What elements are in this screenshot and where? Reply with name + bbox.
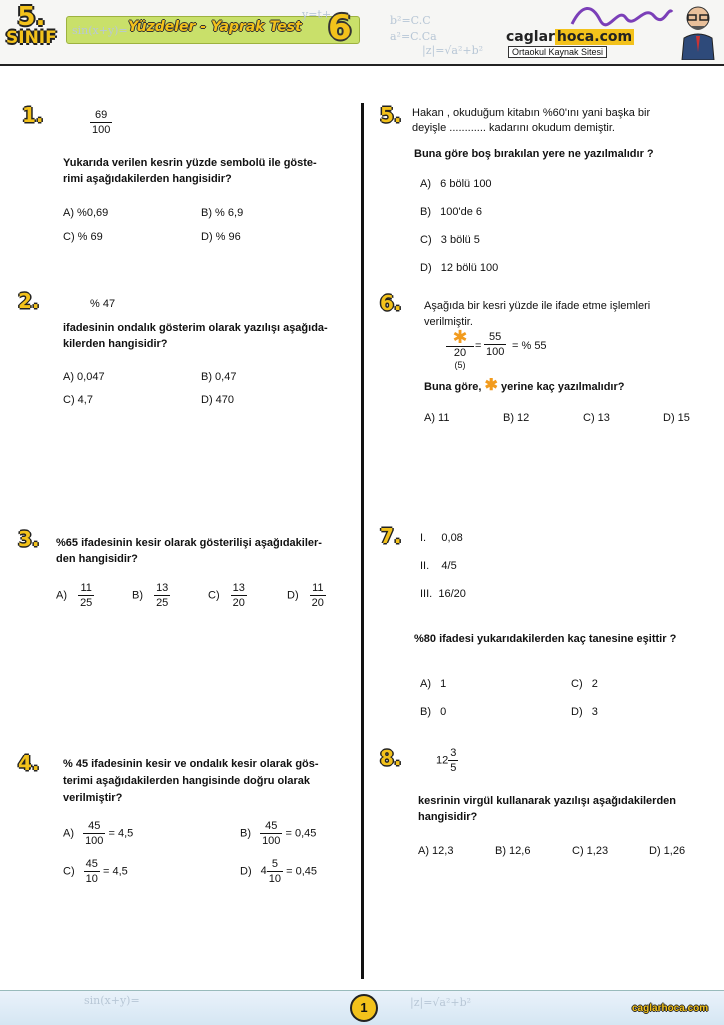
numerator: 45 xyxy=(83,819,105,834)
numerator: 13 xyxy=(232,582,245,594)
option-a[interactable]: A) 12,3 xyxy=(418,845,454,857)
denominator: 100 xyxy=(85,835,104,847)
option-label: B) xyxy=(240,827,251,840)
statement-iii: III. 16/20 xyxy=(420,588,466,600)
whole-part: 12 xyxy=(436,754,449,767)
deco-formula: a²=C.Ca xyxy=(390,30,437,43)
q6-left-fraction xyxy=(446,328,474,371)
numerator: 3 xyxy=(450,747,457,759)
result: = % 55 xyxy=(512,340,547,352)
grade-word: SINIF xyxy=(6,28,57,48)
option-label: C) xyxy=(420,234,432,246)
numerator: 45 xyxy=(85,858,98,870)
deco-formula: |z|=√a²+b² xyxy=(422,44,484,57)
option-b[interactable]: B) 12,6 xyxy=(495,845,531,857)
option-a[interactable] xyxy=(420,178,492,190)
test-number: 6 xyxy=(328,8,352,48)
question-text: Hakan , okuduğum kitabın %60'ını yani başka bir xyxy=(412,107,651,119)
statement-i: I. 0,08 xyxy=(420,532,463,544)
option-text: 2 xyxy=(591,678,598,690)
deco-formula: sin(x+y)= xyxy=(72,24,128,37)
test-title: Yüzdeler - Yaprak Test xyxy=(128,19,302,35)
option-a[interactable] xyxy=(56,581,94,610)
wave-decoration xyxy=(570,2,674,30)
option-d[interactable] xyxy=(287,581,326,610)
avatar xyxy=(676,2,720,60)
question-number: 4. xyxy=(18,751,40,775)
option-b[interactable]: B) 12 xyxy=(503,412,530,424)
option-a[interactable] xyxy=(420,678,446,690)
question-text: deyişle ............ kadarını okudum demiştir. xyxy=(412,122,615,134)
option-label: C) xyxy=(63,865,75,878)
option-b[interactable]: B) 0,47 xyxy=(201,371,237,383)
option-label: D) xyxy=(571,706,583,718)
denominator: 20 xyxy=(446,346,474,360)
question-number: 3. xyxy=(18,527,40,551)
option-text: 1 xyxy=(440,678,447,690)
option-b[interactable] xyxy=(420,206,482,218)
question-number: 5. xyxy=(380,103,402,127)
q1-fraction xyxy=(90,108,112,137)
given-value: % 47 xyxy=(90,298,116,310)
option-c[interactable]: C) 4,7 xyxy=(63,394,93,406)
option-b[interactable]: B) % 6,9 xyxy=(201,207,244,219)
page-number: 1 xyxy=(350,994,378,1022)
option-label: C) xyxy=(571,678,583,690)
option-label: D) xyxy=(240,865,252,878)
question-number: 1. xyxy=(22,103,44,127)
option-result: = 4,5 xyxy=(102,865,128,878)
option-c[interactable]: C) 13 xyxy=(583,412,610,424)
option-text: 0 xyxy=(440,706,447,718)
option-a[interactable]: A) 0,047 xyxy=(63,371,105,383)
logo xyxy=(506,29,634,45)
denominator: 25 xyxy=(156,597,169,609)
option-label: D) xyxy=(287,589,299,602)
option-text: 3 xyxy=(591,706,598,718)
deco-formula: sin(x+y)= xyxy=(84,994,140,1007)
question-text: ifadesinin ondalık gösterim olarak yazılışı aşağıda- xyxy=(63,322,328,334)
denominator: 100 xyxy=(92,124,111,136)
logo-highlight: hoca.com xyxy=(556,29,633,45)
grade-badge xyxy=(6,4,57,47)
column-divider xyxy=(361,103,364,979)
grade-number: 5. xyxy=(17,2,46,32)
denominator: 10 xyxy=(268,873,282,885)
question-text: terimi aşağıdakilerden hangisinde doğru olarak xyxy=(63,775,310,787)
option-result: = 0,45 xyxy=(286,865,317,878)
option-label: A) xyxy=(63,827,74,840)
option-text: 3 bölü 5 xyxy=(440,234,480,246)
whole-part: 4 xyxy=(260,865,267,878)
denominator: 25 xyxy=(80,597,93,609)
prompt-end: yerine kaç yazılmalıdır? xyxy=(500,381,625,393)
option-c[interactable] xyxy=(208,581,247,610)
option-c[interactable] xyxy=(571,678,598,690)
option-label: A) xyxy=(420,678,431,690)
question-text: % 45 ifadesinin kesir ve ondalık kesir olarak gös- xyxy=(63,758,319,770)
option-label: A) xyxy=(56,589,67,602)
option-a[interactable] xyxy=(63,819,133,848)
option-c[interactable] xyxy=(63,857,128,886)
option-b[interactable] xyxy=(240,819,316,848)
denominator: 100 xyxy=(486,346,505,358)
question-text: verilmiştir. xyxy=(424,316,473,328)
option-c[interactable]: C) % 69 xyxy=(63,231,103,243)
denominator: 20 xyxy=(232,597,245,609)
numerator: 45 xyxy=(260,819,282,834)
option-b[interactable] xyxy=(420,706,446,718)
option-label: A) xyxy=(420,178,431,190)
site-label: Ortaokul Kaynak Sitesi xyxy=(508,46,607,58)
denominator: 5 xyxy=(450,762,457,774)
q6-mid-fraction xyxy=(484,330,506,359)
option-label: B) xyxy=(420,206,431,218)
question-text: Yukarıda verilen kesrin yüzde sembolü ile göste- xyxy=(63,157,317,169)
denominator: 20 xyxy=(311,597,324,609)
question-number: 6. xyxy=(380,291,402,315)
denominator: 10 xyxy=(85,873,98,885)
option-d[interactable]: D) 15 xyxy=(663,412,690,424)
numerator: 55 xyxy=(484,330,506,345)
question-text: kilerden hangisidir? xyxy=(63,338,168,350)
option-d[interactable] xyxy=(420,262,498,274)
deco-formula: y=t+ xyxy=(302,8,332,21)
numerator: 11 xyxy=(78,581,94,596)
option-d[interactable]: D) % 96 xyxy=(201,231,241,243)
denominator: 100 xyxy=(262,835,281,847)
option-text: 100'de 6 xyxy=(440,206,483,218)
deco-formula: b²=C.C xyxy=(390,14,431,27)
question-prompt xyxy=(424,378,625,394)
question-text: %65 ifadesinin kesir olarak gösterilişi aşağıdakiler- xyxy=(56,537,322,549)
question-number: 8. xyxy=(380,746,402,770)
deco-formula: |z|=√a²+b² xyxy=(410,996,472,1009)
option-b[interactable] xyxy=(132,581,170,610)
question-prompt: Buna göre boş bırakılan yere ne yazılmalıdır ? xyxy=(414,148,654,160)
option-text: 12 bölü 100 xyxy=(440,262,499,274)
option-text: 6 bölü 100 xyxy=(440,178,492,190)
question-number: 7. xyxy=(380,524,402,548)
option-d[interactable] xyxy=(240,857,317,886)
numerator: 5 xyxy=(267,857,283,872)
option-label: B) xyxy=(132,589,143,602)
question-number: 2. xyxy=(18,289,40,313)
numerator: 13 xyxy=(156,582,169,594)
option-label: C) xyxy=(208,589,220,602)
mixed-number xyxy=(436,746,458,775)
option-d[interactable]: D) 1,26 xyxy=(649,845,686,857)
question-text: rimi aşağıdakilerden hangisidir? xyxy=(63,173,232,185)
option-c[interactable] xyxy=(420,234,480,246)
question-text: kesrinin virgül kullanarak yazılışı aşağıdakilerden xyxy=(418,795,677,807)
expander: (5) xyxy=(454,360,466,370)
question-prompt: %80 ifadesi yukarıdakilerden kaç tanesine eşittir ? xyxy=(414,633,677,645)
numerator: 69 xyxy=(90,108,112,123)
option-result: = 0,45 xyxy=(285,827,317,840)
option-d[interactable] xyxy=(571,706,598,718)
prompt-start: Buna göre, xyxy=(424,381,482,393)
option-c[interactable]: C) 1,23 xyxy=(572,845,609,857)
statement-ii: II. 4/5 xyxy=(420,560,457,572)
option-a[interactable]: A) %0,69 xyxy=(63,207,109,219)
option-label: B) xyxy=(420,706,431,718)
footer-logo: caglarhoca.com xyxy=(632,1003,709,1014)
question-text: verilmiştir? xyxy=(63,792,123,804)
star-icon: ✱ xyxy=(452,327,468,347)
option-a[interactable]: A) 11 xyxy=(424,412,450,424)
question-text: hangisidir? xyxy=(418,811,478,823)
question-text: Aşağıda bir kesri yüzde ile ifade etme işlemleri xyxy=(424,300,651,312)
numerator: 11 xyxy=(310,581,326,596)
option-label: D) xyxy=(420,262,432,274)
option-d[interactable]: D) 470 xyxy=(201,394,235,406)
equals-sign: = xyxy=(475,340,482,352)
question-text: den hangisidir? xyxy=(56,553,138,565)
option-result: = 4,5 xyxy=(108,827,134,840)
star-icon: ✱ xyxy=(484,377,498,394)
logo-prefix: caglar xyxy=(506,29,555,45)
